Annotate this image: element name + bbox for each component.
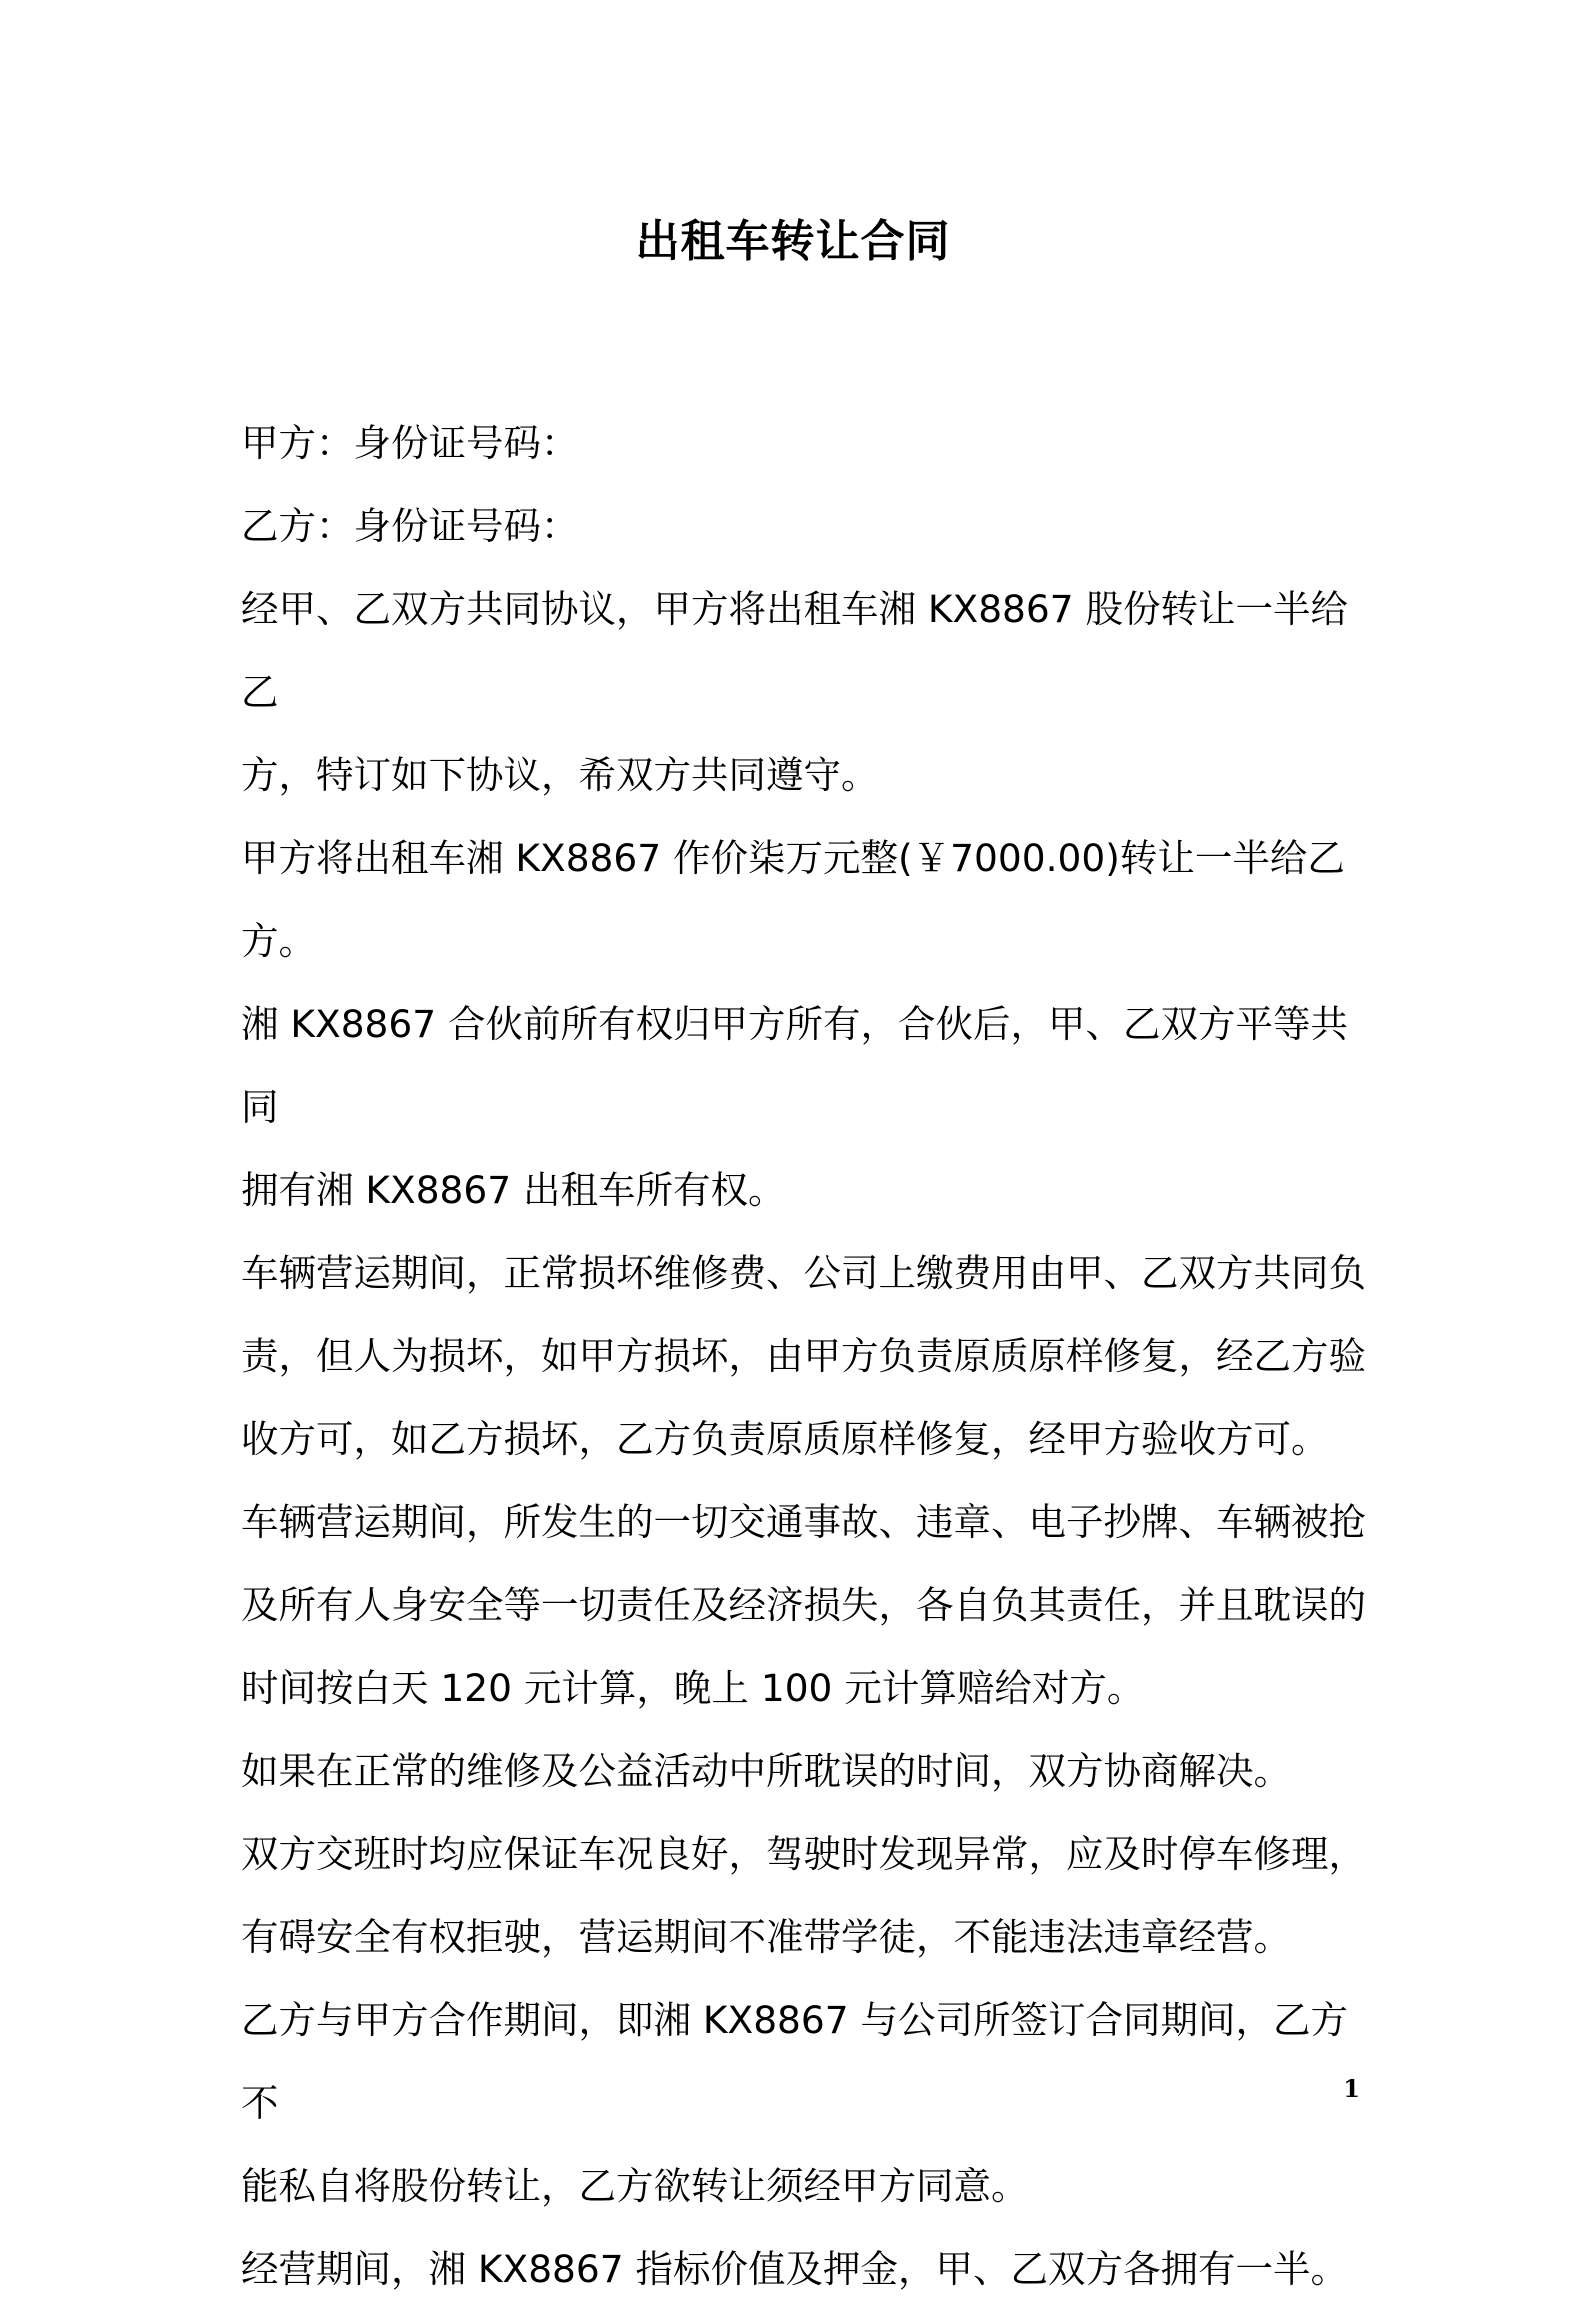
body-line: 能私自将股份转让，乙方欲转让须经甲方同意。 bbox=[241, 2164, 1029, 2208]
document-title: 出租车转让合同 bbox=[635, 216, 951, 267]
body-line: 时间按白天 120 元计算，晚上 100 元计算赔给对方。 bbox=[241, 1666, 1145, 1710]
body-line: 双方交班时均应保证车况良好，驾驶时发现异常，应及时停车修理， bbox=[241, 1832, 1366, 1876]
body-line: 车辆营运期间，正常损坏维修费、公司上缴费用由甲、乙双方共同负 bbox=[241, 1251, 1366, 1295]
body-line: 经甲、乙双方共同协议，甲方将出租车湘 KX8867 股份转让一半给乙 bbox=[241, 587, 1349, 714]
document-body bbox=[241, 402, 1366, 2311]
body-line: 有碍安全有权拒驶，营运期间不准带学徒，不能违法违章经营。 bbox=[241, 1915, 1291, 1959]
body-line: 拥有湘 KX8867 出租车所有权。 bbox=[241, 1168, 786, 1212]
body-line: 责，但人为损坏，如甲方损坏，由甲方负责原质原样修复，经乙方验 bbox=[241, 1334, 1366, 1378]
body-line: 车辆营运期间，所发生的一切交通事故、违章、电子抄牌、车辆被抢 bbox=[241, 1500, 1366, 1544]
body-line: 乙方与甲方合作期间，即湘 KX8867 与公司所签订合同期间，乙方不 bbox=[241, 1998, 1349, 2125]
page-number: 1 bbox=[1343, 2074, 1360, 2103]
body-line: 甲方将出租车湘 KX8867 作价柒万元整(￥7000.00)转让一半给乙方。 bbox=[241, 836, 1345, 963]
body-line: 如果在正常的维修及公益活动中所耽误的时间，双方协商解决。 bbox=[241, 1749, 1291, 1793]
body-line: 及所有人身安全等一切责任及经济损失，各自负其责任，并且耽误的 bbox=[241, 1583, 1366, 1627]
body-line: 方，特订如下协议，希双方共同遵守。 bbox=[241, 753, 879, 797]
body-line: 乙方：身份证号码： bbox=[241, 504, 579, 548]
body-line: 甲方：身份证号码： bbox=[241, 421, 579, 465]
body-line: 经营期间，湘 KX8867 指标价值及押金，甲、乙双方各拥有一半。 bbox=[241, 2247, 1349, 2291]
body-line: 收方可，如乙方损坏，乙方负责原质原样修复，经甲方验收方可。 bbox=[241, 1417, 1329, 1461]
body-line: 湘 KX8867 合伙前所有权归甲方所有，合伙后，甲、乙双方平等共同 bbox=[241, 1002, 1349, 1129]
